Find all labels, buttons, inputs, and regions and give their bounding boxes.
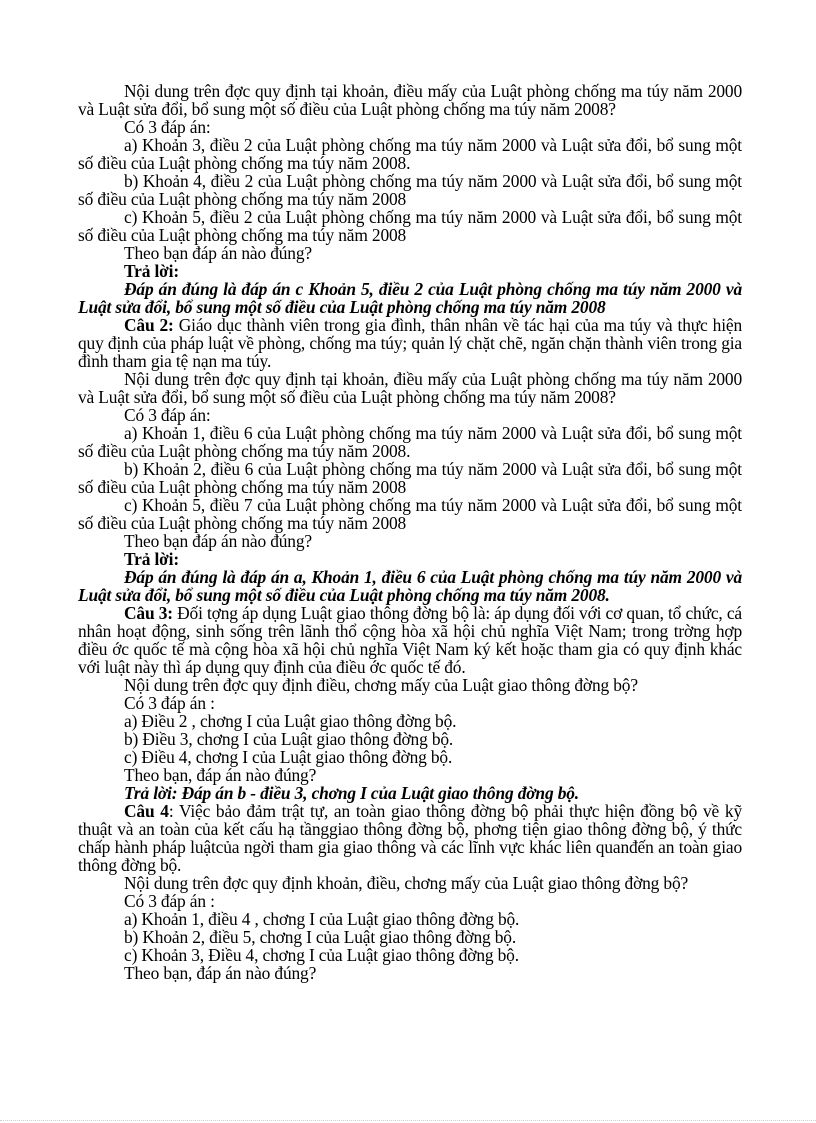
q3-option-c: c) Điều 4, chơng I của Luật giao thông đờng bộ. bbox=[124, 747, 453, 767]
q3-stem: Nội dung trên đợc quy định điều, chơng mấy của Luật giao thông đờng bộ? bbox=[124, 675, 638, 695]
q2-option-b: b) Khoản 2, điều 6 của Luật phòng chống ma túy năm 2000 và Luật sửa đổi, bổ sung một số điều của Luật phòng chống ma túy năm 2008 bbox=[78, 459, 742, 497]
q1-prompt: Theo bạn đáp án nào đúng? bbox=[124, 243, 312, 263]
q2-stem: Nội dung trên đợc quy định tại khoản, điều mấy của Luật phòng chống ma túy năm 2000 và Luật sửa đổi, bổ sung một số điều của Luật phòng chống ma túy năm 2008? bbox=[78, 369, 742, 407]
q3-text: Đối tợng áp dụng Luật giao thông đờng bộ là: áp dụng đối với cơ quan, tổ chức, cá nhân hoạt động, sinh sống trên lãnh thổ cộng hòa xã hội chủ nghĩa Việt Nam; trong trờng hợp điều ớc quốc tế mà cộng hòa xã hội chủ nghĩa Việt Nam ký kết hoặc tham gia có quy định khác với luật này thì áp dụng quy định của điều ớc quốc tế đó. bbox=[78, 603, 742, 677]
q4-option-c: c) Khoản 3, Điều 4, chơng I của Luật giao thông đờng bộ. bbox=[124, 945, 519, 965]
q1-stem: Nội dung trên đợc quy định tại khoản, điều mấy của Luật phòng chống ma túy năm 2000 và Luật sửa đổi, bổ sung một số điều của Luật phòng chống ma túy năm 2008? bbox=[78, 81, 742, 119]
q1-option-c: c) Khoản 5, điều 2 của Luật phòng chống ma túy năm 2000 và Luật sửa đổi, bổ sung một số điều của Luật phòng chống ma túy năm 2008 bbox=[78, 207, 742, 245]
q2-label: Câu 2: bbox=[124, 315, 174, 335]
q2-text: Giáo dục thành viên trong gia đình, thân nhân về tác hại của ma túy và thực hiện quy định của pháp luật về phòng, chống ma túy; quản lý chặt chẽ, ngăn chặn thành viên trong gia đình tham gia tệ nạn ma túy. bbox=[78, 315, 742, 371]
q3-prompt: Theo bạn, đáp án nào đúng? bbox=[124, 765, 317, 785]
q4-option-a: a) Khoản 1, điều 4 , chơng I của Luật giao thông đờng bộ. bbox=[124, 909, 520, 929]
page-bottom-divider bbox=[0, 1120, 816, 1121]
q2-option-c: c) Khoản 5, điều 7 của Luật phòng chống ma túy năm 2000 và Luật sửa đổi, bổ sung một số điều của Luật phòng chống ma túy năm 2008 bbox=[78, 495, 742, 533]
q3-options-intro: Có 3 đáp án : bbox=[124, 693, 215, 713]
q2-prompt: Theo bạn đáp án nào đúng? bbox=[124, 531, 312, 551]
q2-statement bbox=[78, 316, 742, 370]
q3-label: Câu 3: bbox=[124, 603, 173, 623]
q3-answer: Trả lời: Đáp án b - điều 3, chơng I của Luật giao thông đờng bộ. bbox=[124, 783, 579, 803]
q2-option-a: a) Khoản 1, điều 6 của Luật phòng chống ma túy năm 2000 và Luật sửa đổi, bổ sung một số điều của Luật phòng chống ma túy năm 2008. bbox=[78, 423, 742, 461]
q1-option-a: a) Khoản 3, điều 2 của Luật phòng chống ma túy năm 2000 và Luật sửa đổi, bổ sung một số điều của Luật phòng chống ma túy năm 2008. bbox=[78, 135, 742, 173]
q4-option-b: b) Khoản 2, điều 5, chơng I của Luật giao thông đờng bộ. bbox=[124, 927, 517, 947]
q1-answer: Đáp án đúng là đáp án c Khoản 5, điều 2 của Luật phòng chống ma túy năm 2000 và Luật sửa đổi, bổ sung một số điều của Luật phòng chống ma túy năm 2008 bbox=[78, 279, 742, 317]
q4-text: : Việc bảo đảm trật tự, an toàn giao thông đờng bộ phải thực hiện đồng bộ về kỹ thuật và an toàn của kết cấu hạ tầnggiao thông đờng bộ, phơng tiện giao thông đờng bộ, ý thức chấp hành pháp luậtcủa ngời tham gia giao thông và các lĩnh vực khác liên quanđến an toàn giao thông đờng bộ. bbox=[78, 801, 742, 875]
q1-options-intro: Có 3 đáp án: bbox=[124, 117, 211, 137]
q3-option-b: b) Điều 3, chơng I của Luật giao thông đờng bộ. bbox=[124, 729, 454, 749]
q4-label: Câu 4 bbox=[124, 801, 169, 821]
q3-statement bbox=[78, 604, 742, 676]
q1-option-b: b) Khoản 4, điều 2 của Luật phòng chống ma túy năm 2000 và Luật sửa đổi, bổ sung một số điều của Luật phòng chống ma túy năm 2008 bbox=[78, 171, 742, 209]
q4-options-intro: Có 3 đáp án : bbox=[124, 891, 215, 911]
q2-options-intro: Có 3 đáp án: bbox=[124, 405, 211, 425]
q2-answer-label: Trả lời: bbox=[124, 549, 179, 569]
q4-statement bbox=[78, 802, 742, 874]
q3-option-a: a) Điều 2 , chơng I của Luật giao thông đờng bộ. bbox=[124, 711, 457, 731]
q4-stem: Nội dung trên đợc quy định khoản, điều, chơng mấy của Luật giao thông đờng bộ? bbox=[124, 873, 689, 893]
q2-answer: Đáp án đúng là đáp án a, Khoản 1, điều 6 của Luật phòng chống ma túy năm 2000 và Luật sửa đổi, bổ sung một số điều của Luật phòng chống ma túy năm 2008. bbox=[78, 567, 742, 605]
q1-answer-label: Trả lời: bbox=[124, 261, 179, 281]
q4-prompt: Theo bạn, đáp án nào đúng? bbox=[124, 963, 317, 983]
document-body bbox=[78, 82, 742, 982]
